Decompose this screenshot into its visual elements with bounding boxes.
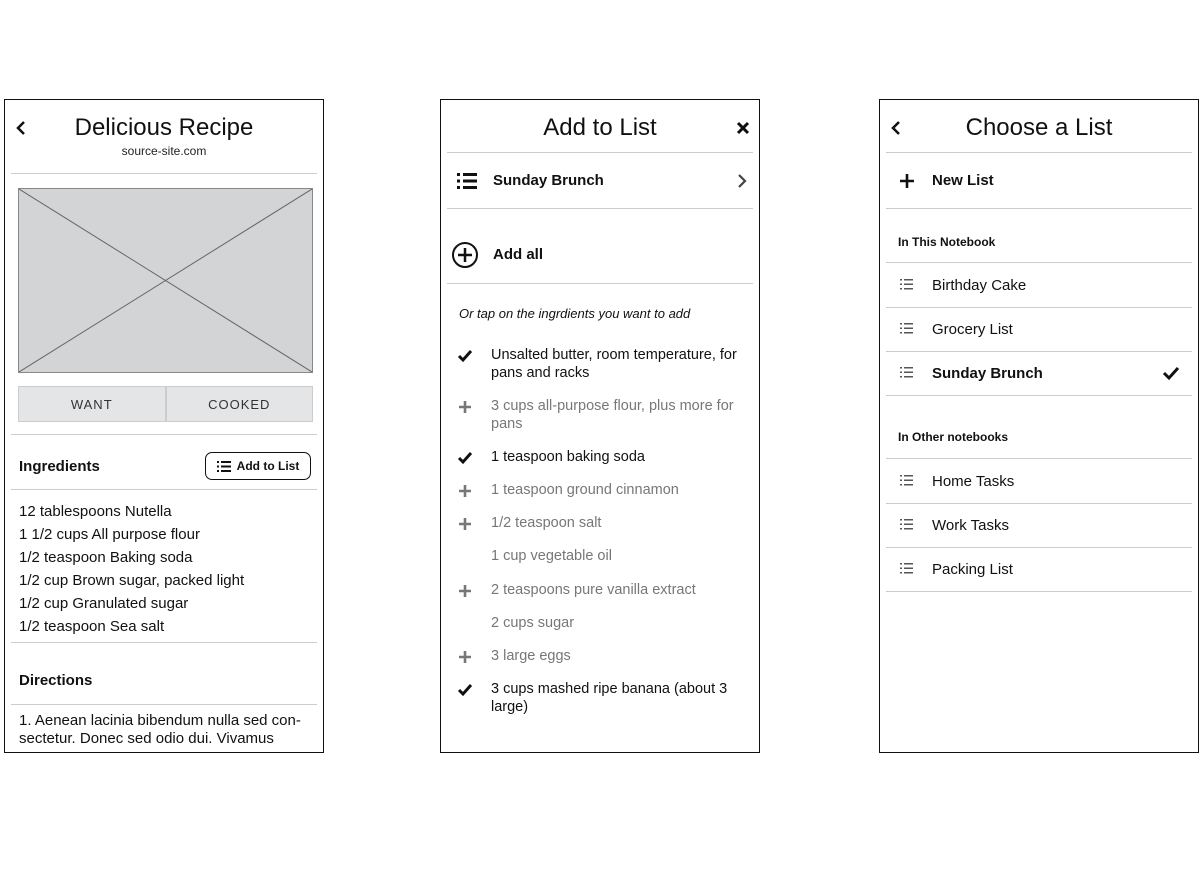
- ingredient-item: 12 tablespoons Nutella: [19, 503, 172, 520]
- directions-text: 1. Aenean lacinia bibendum nulla sed con-sectetur. Donec sed odio dui. Vivamus: [19, 712, 301, 747]
- add-all-label: Add all: [493, 245, 544, 263]
- checkmark-icon: [1162, 365, 1180, 381]
- plus-icon: [457, 399, 473, 415]
- list-icon: [900, 367, 913, 378]
- checkmark-icon: [457, 450, 473, 466]
- choose-list-screen: [879, 99, 1199, 753]
- ingredient-list: [19, 500, 244, 638]
- chevron-right-icon: [737, 174, 747, 188]
- directions-heading: Directions: [19, 672, 93, 689]
- list-icon: [900, 323, 913, 334]
- list-item-packing-list[interactable]: [880, 547, 1198, 591]
- add-ingredient-item[interactable]: [441, 346, 759, 382]
- new-list-label: New List: [932, 172, 994, 189]
- add-ingredient-item[interactable]: [441, 614, 759, 634]
- ingredient-item: 1/2 teaspoon Baking soda: [19, 549, 193, 566]
- divider: [886, 395, 1192, 396]
- empty-marker: [457, 616, 473, 632]
- ingredient-hint: Or tap on the ingrdients you want to add: [459, 306, 691, 321]
- list-item-label: Grocery List: [932, 320, 1013, 338]
- add-to-list-screen: [440, 99, 760, 753]
- divider: [886, 591, 1192, 592]
- new-list-row[interactable]: [880, 153, 1198, 208]
- add-ingredient-item[interactable]: [441, 581, 759, 601]
- choose-list-header: [880, 100, 1198, 152]
- ingredient-item: 1 1/2 cups All purpose flour: [19, 526, 200, 543]
- list-item-label: Work Tasks: [932, 516, 1009, 534]
- ingredients-heading: Ingredients: [19, 458, 100, 475]
- ingredient-text: 1 cup vegetable oil: [491, 548, 612, 564]
- ingredient-text: 3 large eggs: [491, 648, 571, 664]
- list-icon: [457, 173, 477, 189]
- checkmark-icon: [457, 682, 473, 698]
- list-item-label: Home Tasks: [932, 472, 1015, 490]
- list-item-work-tasks[interactable]: [880, 503, 1198, 547]
- close-icon[interactable]: [735, 120, 751, 136]
- divider: [11, 434, 317, 435]
- want-button[interactable]: WANT: [18, 386, 166, 422]
- recipe-title: Delicious Recipe: [74, 114, 254, 141]
- divider: [11, 704, 317, 705]
- ingredient-text: 1/2 teaspoon salt: [491, 515, 602, 531]
- plus-icon: [457, 649, 473, 665]
- ingredient-text: 1 teaspoon baking soda: [491, 449, 645, 465]
- list-item-sunday-brunch[interactable]: [880, 351, 1198, 395]
- list-item-label: Sunday Brunch: [932, 364, 1043, 382]
- divider: [11, 173, 317, 174]
- empty-marker: [457, 549, 473, 565]
- list-icon: [900, 519, 913, 530]
- recipe-image-placeholder: [18, 188, 313, 373]
- plus-icon: [900, 174, 914, 188]
- ingredient-item: 1/2 cup Granulated sugar: [19, 595, 189, 612]
- cooked-button[interactable]: COOKED: [166, 386, 314, 422]
- list-item-home-tasks[interactable]: [880, 459, 1198, 503]
- divider: [11, 642, 317, 643]
- add-to-list-title: Add to List: [543, 114, 657, 141]
- add-all-row[interactable]: [441, 226, 759, 282]
- add-ingredient-item[interactable]: [441, 680, 759, 716]
- ingredient-text: 2 cups sugar: [491, 615, 575, 631]
- plus-icon: [457, 483, 473, 499]
- recipe-source[interactable]: source-site.com: [121, 144, 207, 158]
- other-notebooks-heading: In Other notebooks: [898, 430, 1009, 444]
- ingredient-text: Unsalted butter, room temperature, for pans and racks: [491, 347, 737, 381]
- plus-icon: [457, 516, 473, 532]
- add-to-list-label: Add to List: [236, 459, 300, 473]
- add-ingredient-item[interactable]: [441, 481, 759, 501]
- choose-list-title: Choose a List: [965, 114, 1113, 141]
- ingredient-text: 3 cups mashed ripe banana (about 3 large): [491, 681, 728, 715]
- add-ingredient-item[interactable]: [441, 397, 759, 433]
- want-cooked-toggle: [18, 386, 313, 422]
- add-to-list-header: [441, 100, 759, 152]
- list-icon: [900, 563, 913, 574]
- divider: [447, 208, 753, 209]
- list-icon: [900, 279, 913, 290]
- list-icon: [217, 461, 231, 472]
- ingredient-item: 1/2 teaspoon Sea salt: [19, 618, 165, 635]
- list-item-birthday-cake[interactable]: [880, 263, 1198, 307]
- list-item-label: Packing List: [932, 560, 1013, 578]
- add-ingredient-item[interactable]: [441, 647, 759, 667]
- selected-list-name: Sunday Brunch: [493, 172, 604, 189]
- list-icon: [900, 475, 913, 486]
- ingredient-text: 1 teaspoon ground cinnamon: [491, 482, 679, 498]
- this-notebook-heading: In This Notebook: [898, 235, 996, 249]
- add-ingredient-item[interactable]: [441, 448, 759, 468]
- ingredient-item: 1/2 cup Brown sugar, packed light: [19, 572, 245, 589]
- divider: [886, 208, 1192, 209]
- add-to-list-button[interactable]: [205, 452, 311, 480]
- recipe-screen: [4, 99, 324, 753]
- divider: [447, 283, 753, 284]
- recipe-header: [5, 100, 323, 158]
- add-ingredient-item[interactable]: [441, 547, 759, 567]
- add-ingredient-item[interactable]: [441, 514, 759, 534]
- plus-icon: [457, 583, 473, 599]
- ingredient-text: 2 teaspoons pure vanilla extract: [491, 582, 696, 598]
- selected-list-row[interactable]: [441, 153, 759, 208]
- plus-circle-icon: [451, 241, 479, 269]
- list-item-label: Birthday Cake: [932, 276, 1027, 294]
- ingredient-text: 3 cups all-purpose flour, plus more for pans: [491, 398, 734, 432]
- list-item-grocery-list[interactable]: [880, 307, 1198, 351]
- checkmark-icon: [457, 348, 473, 364]
- divider: [11, 489, 317, 490]
